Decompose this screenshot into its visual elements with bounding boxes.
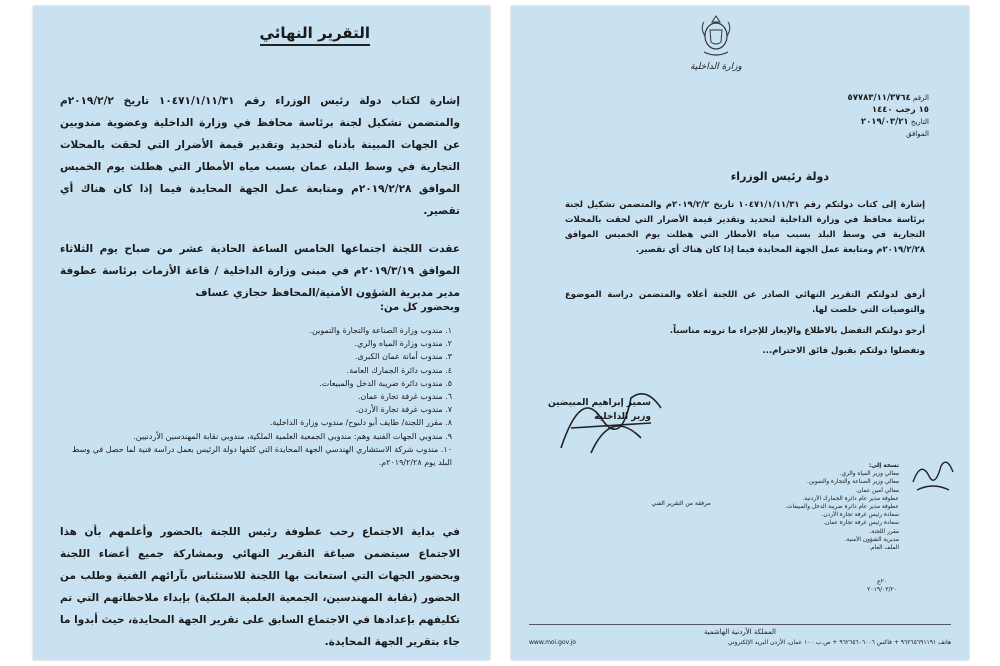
- footer-contact-row: [529, 639, 951, 646]
- list-item: مديرية الشؤون الأمنية.: [844, 536, 899, 543]
- ministry-name: وزارة الداخلية: [690, 62, 742, 72]
- attachment-note: مرفقة من التقرير الفني: [651, 500, 711, 507]
- report-paragraph-opening: في بداية الاجتماع رحب عطوفة رئيس اللجنة بالحضور وأعلمهم بأن هذا الاجتماع سيتضمن صياغة التقرير النهائي وبمشاركة جميع أعضاء اللجنة وبحضور الجهات التي استعانت بها اللجنة للاستئناس بآرائهم الفنية وطلب من الحضور (نقابة المهندسين، الجمعية العلمية الملكية) بإبداء ملاحظاتهم التي تم تكليفهم بإعدادها في الاجتماع السابق على تقرير الجهة المحايدة، حيث أبدوا ما جاء بتقرير الجهة المحايدة.: [60, 526, 460, 648]
- list-item: ٢. مندوب وزارة المياه والري.: [354, 339, 452, 349]
- signer-title: وزير الداخلية: [594, 412, 651, 422]
- footer-website[interactable]: www.moi.gov.jo: [529, 639, 576, 646]
- list-item: معالي وزير الصناعة والتجارة والتموين.: [807, 479, 899, 486]
- gregorian-date: ٢٠١٩/٠٣/٢١: [860, 117, 909, 127]
- copies-list: [759, 462, 899, 552]
- list-item: عطوفة مدير عام دائرة ضريبة الدخل والمبيعات.: [785, 504, 899, 511]
- ref-number: ٥٧٧٨٣/١١/٣٧٦٤: [847, 93, 911, 103]
- list-item: عطوفة مدير عام دائرة الجمارك الأردنية.: [802, 495, 899, 502]
- list-item: ٦. مندوب غرفة تجارة عمان.: [357, 392, 452, 402]
- handwritten-note-icon: [907, 452, 957, 496]
- list-item: ٥. مندوب دائرة ضريبة الدخل والمبيعات.: [319, 378, 452, 388]
- letter-closing: وتفضلوا دولتكم بقبول فائق الاحترام...: [762, 346, 925, 356]
- list-item: ٤. مندوب دائرة الجمارك العامة.: [346, 365, 452, 375]
- footer-name: المملكة الأردنية الهاشمية: [703, 628, 777, 636]
- list-item: سعادة رئيس غرفة تجارة الأردن.: [821, 512, 899, 519]
- date-code-line-1: ٢٠ع: [877, 578, 888, 585]
- list-item: ٣. مندوب أمانة عمان الكبرى.: [354, 352, 452, 362]
- copies-heading: نسخة إلى:: [868, 463, 899, 469]
- letter-paragraph-reference: إشارة إلى كتاب دولتكم رقم ١٠٤٧١/١/١١/٣١ تاريخ ٢٠١٩/٢/٢م والمتضمن تشكيل لجنة برئاسة محافظ في وزارة الداخلية لتحديد وتقدير قيمة الأضرار التي لحقت بالمحلات التجارية في وسط البلد بسبب مياه الأمطار التي هطلت يوم الخميس الموافق ٢٠١٩/٢/٢٨م ومتابعة عمل الجهة المحايدة فيما إذا كان هناك أي تقصير.: [565, 200, 926, 255]
- date-code: [867, 578, 897, 594]
- attendees-intro: وبحضور كل من:: [380, 302, 460, 313]
- footer-contact: هاتف ٩٦٢٦٥٦٩١١٩١ + فاكس ٩٦٢٦٥٦٠٦٠٠٦ + ص.ب ١٠٠ عمان، الأردن البريد الإلكتروني: [727, 639, 951, 646]
- date-label: التاريخ: [910, 118, 929, 126]
- hijri-date: ١٥ رجب ١٤٤٠: [871, 105, 929, 115]
- list-item: الملف العام.: [869, 545, 899, 552]
- letter-paragraph-attachment: أرفق لدولتكم التقرير النهائي الصادر عن اللجنة أعلاه والمتضمن دراسة الموضوع والتوصيات التي خلصت لها.: [565, 290, 925, 315]
- report-paragraph-meeting: عقدت اللجنة اجتماعها الخامس الساعة الحادية عشر من صباح يوم الثلاثاء الموافق ٢٠١٩/٣/١٩م في مبنى وزارة الداخلية / قاعة الأزمات برئاسة عطوفة مدير مديرية الشؤون الأمنية/المحافظ حجازي عساف: [60, 243, 460, 299]
- corresponding-label: الموافق: [906, 130, 929, 138]
- signer-block: [541, 396, 651, 424]
- list-item: ١٠. مندوب شركة الاستشاري الهندسي الجهة المحايدة التي كلفها دولة الرئيس بعمل دراسة فنية لما حصل في وسط البلد يوم ٢٠١٩/٢/٢٨م.: [72, 444, 452, 468]
- ref-number-label: الرقم: [913, 94, 929, 102]
- list-item: ١. مندوب وزارة الصناعة والتجارة والتموين.: [309, 326, 452, 335]
- list-item: معالي وزير المياه والري.: [839, 471, 899, 478]
- list-item: مقرر اللجنة.: [869, 528, 899, 535]
- date-code-line-2: ٢٠١٩/٠٣/٢٠: [867, 586, 897, 593]
- reference-block: [789, 92, 929, 140]
- cover-letter-page: [511, 6, 969, 660]
- report-title: التقرير النهائي: [260, 24, 370, 46]
- list-item: سعادة رئيس غرفة تجارة عمان.: [823, 520, 899, 527]
- list-item: ٩. مندوبي الجهات الفنية وهم: مندوبي الجمعية العلمية الملكية، مندوبي نقابة المهندسين الأردنيين.: [133, 431, 452, 441]
- report-page: [33, 6, 490, 660]
- attendees-list: [62, 324, 452, 469]
- addressee: دولة رئيس الوزراء: [730, 170, 829, 183]
- letter-paragraph-request: أرجو دولتكم التفضل بالاطلاع والإيعاز للإجراء ما ترونه مناسباً.: [669, 326, 925, 336]
- coat-of-arms-icon: [696, 14, 736, 58]
- list-item: ٨. مقرر اللجنة/ طايف أبو دلبوح/ مندوب وزارة الداخلية.: [269, 418, 452, 428]
- letter-footer: [529, 624, 951, 654]
- signer-name: سمير إبراهيم المبيضين: [547, 398, 651, 408]
- list-item: معالي أمين عمان.: [855, 487, 899, 494]
- list-item: ٧. مندوب غرفة تجارة الأردن.: [355, 405, 452, 415]
- report-paragraph-intro: إشارة لكتاب دولة رئيس الوزراء رقم ١٠٤٧١/١/١١/٣١ تاريخ ٢٠١٩/٢/٢م والمتضمن تشكيل لجنة برئاسة محافظ في وزارة الداخلية وعضوية مندوبين عن الجهات المبينة بأدناه لتحديد وتقدير قيمة الأضرار التي لحقت بالمحلات التجارية في وسط البلد، عمان بسبب مياه الأمطار التي هطلت يوم الخميس الموافق ٢٠١٩/٢/٢٨م ومتابعة عمل الجهة المحايدة فيما إذا كان هناك أي تقصير.: [60, 95, 460, 217]
